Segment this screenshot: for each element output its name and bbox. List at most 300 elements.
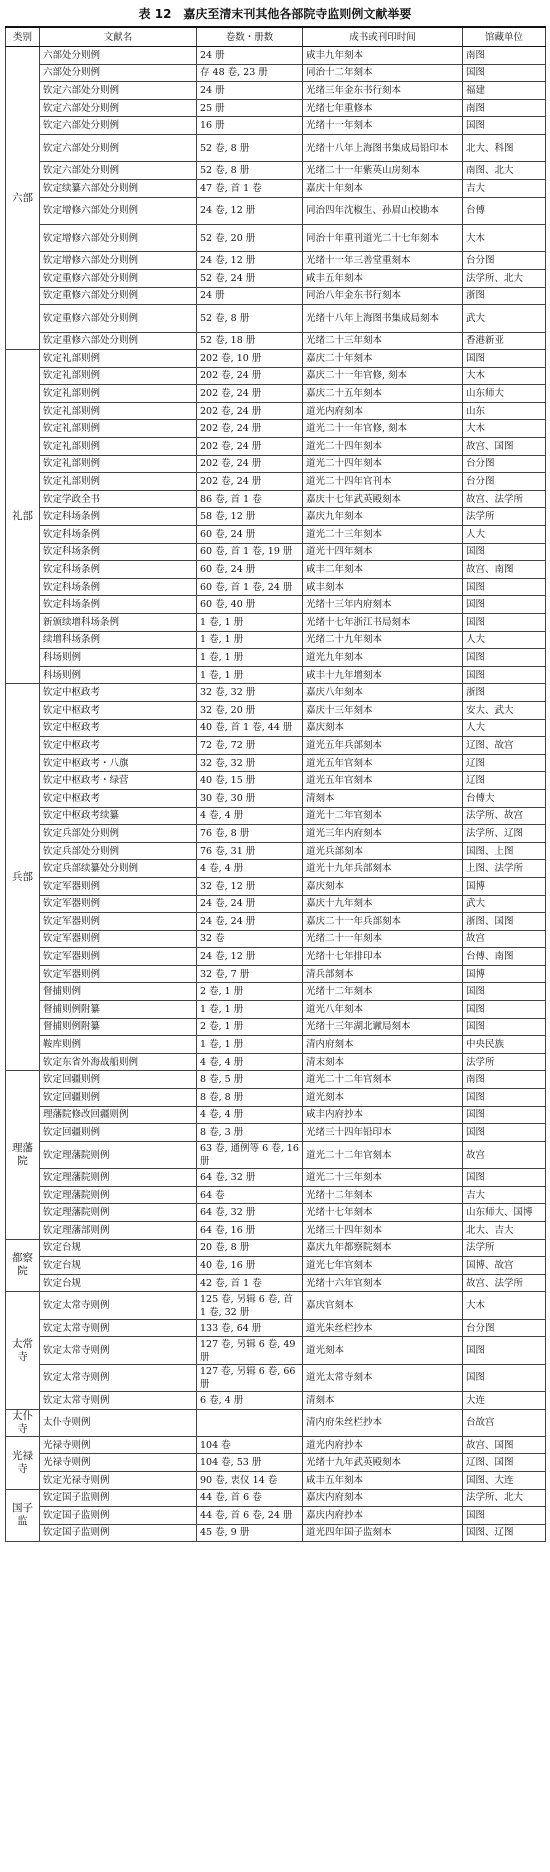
cell-volumes: 104 卷 bbox=[197, 1436, 303, 1454]
cell-library: 辽图 bbox=[463, 772, 546, 790]
cell-volumes: 32 卷, 32 册 bbox=[197, 684, 303, 702]
table-row bbox=[6, 350, 546, 368]
cell-volumes: 24 卷, 12 册 bbox=[197, 948, 303, 966]
table-row bbox=[6, 1454, 546, 1472]
table-row bbox=[6, 965, 546, 983]
cell-library: 台分图 bbox=[463, 1319, 546, 1337]
cell-volumes: 60 卷, 首 1 卷, 24 册 bbox=[197, 578, 303, 596]
table-row bbox=[6, 420, 546, 438]
cell-library: 大连 bbox=[463, 1392, 546, 1410]
cell-title: 钦定理藩院则例 bbox=[40, 1141, 197, 1168]
cell-volumes: 25 册 bbox=[197, 99, 303, 117]
table-row bbox=[6, 1319, 546, 1337]
table-row bbox=[6, 684, 546, 702]
cell-volumes: 64 卷, 32 册 bbox=[197, 1169, 303, 1187]
table-row bbox=[6, 526, 546, 544]
cell-volumes: 32 卷, 7 册 bbox=[197, 965, 303, 983]
cell-title: 钦定科场条例 bbox=[40, 543, 197, 561]
table-row bbox=[6, 82, 546, 100]
cell-library: 台分图 bbox=[463, 473, 546, 491]
table-row bbox=[6, 666, 546, 684]
cell-edition: 道光二十三年刻本 bbox=[303, 1169, 463, 1187]
cell-edition: 道光二十二年官刻本 bbox=[303, 1071, 463, 1089]
cell-volumes: 44 卷, 首 6 卷 bbox=[197, 1489, 303, 1507]
table-row bbox=[6, 1392, 546, 1410]
cell-title: 钦定科场条例 bbox=[40, 526, 197, 544]
cell-title: 钦定军器则例 bbox=[40, 930, 197, 948]
cell-edition: 嘉庆内府抄本 bbox=[303, 1507, 463, 1525]
cell-library: 大木 bbox=[463, 1292, 546, 1319]
table-row bbox=[6, 490, 546, 508]
cell-title: 督捕则例附纂 bbox=[40, 1001, 197, 1019]
cell-edition: 道光二十二年官刻本 bbox=[303, 1141, 463, 1168]
cell-title: 钦定中枢政考 bbox=[40, 789, 197, 807]
cell-title: 钦定科场条例 bbox=[40, 508, 197, 526]
cell-library: 台傅、南图 bbox=[463, 948, 546, 966]
cell-library: 浙图 bbox=[463, 287, 546, 305]
cell-title: 钦定国子监则例 bbox=[40, 1524, 197, 1542]
cell-edition: 光绪十七年浙江书局刻本 bbox=[303, 614, 463, 632]
table-row bbox=[6, 807, 546, 825]
cell-edition: 道光五年兵部刻本 bbox=[303, 737, 463, 755]
cell-library: 国图 bbox=[463, 1106, 546, 1124]
cell-title: 钦定台规 bbox=[40, 1274, 197, 1292]
header-category: 类别 bbox=[6, 27, 40, 47]
cell-edition: 道光内府抄本 bbox=[303, 1436, 463, 1454]
table-row bbox=[6, 1257, 546, 1275]
cell-volumes: 42 卷, 首 1 卷 bbox=[197, 1274, 303, 1292]
cell-library: 国图 bbox=[463, 596, 546, 614]
cell-volumes: 32 卷, 12 册 bbox=[197, 877, 303, 895]
cell-title: 钦定礼部则例 bbox=[40, 367, 197, 385]
cell-library: 山东师大、国博 bbox=[463, 1204, 546, 1222]
cell-volumes: 32 卷 bbox=[197, 930, 303, 948]
header-library: 馆藏单位 bbox=[463, 27, 546, 47]
table-row bbox=[6, 269, 546, 287]
table-row bbox=[6, 860, 546, 878]
cell-edition: 光绪七年重修本 bbox=[303, 99, 463, 117]
cell-volumes: 存 48 卷, 23 册 bbox=[197, 64, 303, 82]
cell-library: 国图 bbox=[463, 649, 546, 667]
cell-title: 钦定中枢政考 bbox=[40, 737, 197, 755]
table-row bbox=[6, 1364, 546, 1391]
cell-title: 钦定台规 bbox=[40, 1239, 197, 1257]
cell-edition: 道光二十三年刻本 bbox=[303, 526, 463, 544]
cell-volumes: 60 卷, 24 册 bbox=[197, 561, 303, 579]
cell-title: 光禄寺则例 bbox=[40, 1436, 197, 1454]
header-volumes: 卷数・册数 bbox=[197, 27, 303, 47]
cell-volumes: 40 卷, 首 1 卷, 44 册 bbox=[197, 719, 303, 737]
cell-volumes: 1 卷, 1 册 bbox=[197, 1036, 303, 1054]
cell-volumes: 4 卷, 4 册 bbox=[197, 860, 303, 878]
cell-title: 钦定太常寺则例 bbox=[40, 1364, 197, 1391]
cell-edition: 同治八年金东书行刻本 bbox=[303, 287, 463, 305]
cell-library: 国博 bbox=[463, 965, 546, 983]
cell-library: 国图 bbox=[463, 1018, 546, 1036]
cell-volumes bbox=[197, 1409, 303, 1436]
cell-title: 太仆寺则例 bbox=[40, 1409, 197, 1436]
cell-volumes: 24 卷, 24 册 bbox=[197, 895, 303, 913]
cell-volumes: 58 卷, 12 册 bbox=[197, 508, 303, 526]
cell-volumes: 202 卷, 24 册 bbox=[197, 473, 303, 491]
cell-volumes: 24 册 bbox=[197, 287, 303, 305]
cell-library: 国图 bbox=[463, 543, 546, 561]
table-row bbox=[6, 561, 546, 579]
cell-title: 钦定六部处分则例 bbox=[40, 99, 197, 117]
cell-title: 督捕则例 bbox=[40, 983, 197, 1001]
cell-library: 南图 bbox=[463, 1071, 546, 1089]
cell-library: 国图 bbox=[463, 1507, 546, 1525]
cell-library: 台分图 bbox=[463, 252, 546, 270]
table-row bbox=[6, 1141, 546, 1168]
cell-volumes: 86 卷, 首 1 卷 bbox=[197, 490, 303, 508]
cell-title: 钦定回疆则例 bbox=[40, 1124, 197, 1142]
cell-edition: 道光二十四年刻本 bbox=[303, 455, 463, 473]
cell-title: 新颁续增科场条例 bbox=[40, 614, 197, 632]
cell-title: 钦定理藩院则例 bbox=[40, 1186, 197, 1204]
cell-edition: 道光兵部刻本 bbox=[303, 842, 463, 860]
table-row bbox=[6, 1036, 546, 1054]
cell-edition: 光绪三年金东书行刻本 bbox=[303, 82, 463, 100]
cell-library: 武大 bbox=[463, 305, 546, 332]
cell-volumes: 24 卷, 24 册 bbox=[197, 913, 303, 931]
cell-edition: 嘉庆内府刻本 bbox=[303, 1489, 463, 1507]
cell-edition: 光绪十八年上海图书集成局刻本 bbox=[303, 305, 463, 332]
cell-edition: 嘉庆八年刻本 bbox=[303, 684, 463, 702]
cell-volumes: 1 卷, 1 册 bbox=[197, 666, 303, 684]
cell-volumes: 90 卷, 衷仪 14 卷 bbox=[197, 1471, 303, 1489]
cell-edition: 清刻本 bbox=[303, 789, 463, 807]
cell-volumes: 1 卷, 1 册 bbox=[197, 1001, 303, 1019]
cell-volumes: 6 卷, 4 册 bbox=[197, 1392, 303, 1410]
cell-title: 钦定礼部则例 bbox=[40, 385, 197, 403]
cell-library: 安大、武大 bbox=[463, 701, 546, 719]
cell-edition: 嘉庆二十年刻本 bbox=[303, 350, 463, 368]
cell-library: 法学所、北大 bbox=[463, 269, 546, 287]
category-cell: 理藩院 bbox=[6, 1071, 40, 1239]
table-row bbox=[6, 1124, 546, 1142]
cell-volumes: 64 卷, 16 册 bbox=[197, 1221, 303, 1239]
table-row bbox=[6, 842, 546, 860]
cell-volumes: 52 卷, 18 册 bbox=[197, 332, 303, 350]
table-row bbox=[6, 737, 546, 755]
cell-library: 上图、法学所 bbox=[463, 860, 546, 878]
table-row bbox=[6, 305, 546, 332]
cell-library: 故宫、国图 bbox=[463, 1436, 546, 1454]
cell-edition: 光绪十一年刻本 bbox=[303, 117, 463, 135]
cell-volumes: 1 卷, 1 册 bbox=[197, 631, 303, 649]
cell-volumes: 133 卷, 64 册 bbox=[197, 1319, 303, 1337]
cell-library: 国图、辽图 bbox=[463, 1524, 546, 1542]
cell-edition: 嘉庆二十一年兵部刻本 bbox=[303, 913, 463, 931]
cell-library: 国图、大连 bbox=[463, 1471, 546, 1489]
cell-title: 钦定太常寺则例 bbox=[40, 1392, 197, 1410]
cell-library: 大木 bbox=[463, 224, 546, 251]
cell-title: 鞍库则例 bbox=[40, 1036, 197, 1054]
cell-library: 台傅 bbox=[463, 197, 546, 224]
cell-title: 钦定礼部则例 bbox=[40, 438, 197, 456]
cell-volumes: 24 卷, 12 册 bbox=[197, 197, 303, 224]
category-cell: 太常寺 bbox=[6, 1292, 40, 1409]
cell-title: 六部处分则例 bbox=[40, 47, 197, 65]
cell-volumes: 72 卷, 72 册 bbox=[197, 737, 303, 755]
cell-edition: 嘉庆十年刻本 bbox=[303, 179, 463, 197]
cell-title: 光禄寺则例 bbox=[40, 1454, 197, 1472]
cell-title: 钦定科场条例 bbox=[40, 596, 197, 614]
cell-library: 法学所 bbox=[463, 1053, 546, 1071]
table-row bbox=[6, 1186, 546, 1204]
table-row bbox=[6, 701, 546, 719]
cell-volumes: 24 册 bbox=[197, 82, 303, 100]
cell-volumes: 4 卷, 4 册 bbox=[197, 807, 303, 825]
table-row bbox=[6, 1001, 546, 1019]
table-row bbox=[6, 1071, 546, 1089]
category-cell: 太仆寺 bbox=[6, 1409, 40, 1436]
table-row bbox=[6, 117, 546, 135]
cell-title: 钦定续纂六部处分则例 bbox=[40, 179, 197, 197]
cell-edition: 嘉庆二十一年官修, 刻本 bbox=[303, 367, 463, 385]
cell-title: 钦定中枢政考 bbox=[40, 701, 197, 719]
header-edition: 成书或刊印时间 bbox=[303, 27, 463, 47]
table-row bbox=[6, 1337, 546, 1364]
cell-library: 北大、科图 bbox=[463, 134, 546, 161]
cell-library: 法学所、辽图 bbox=[463, 825, 546, 843]
cell-volumes: 40 卷, 15 册 bbox=[197, 772, 303, 790]
cell-library: 国图 bbox=[463, 1364, 546, 1391]
cell-volumes: 4 卷, 4 册 bbox=[197, 1053, 303, 1071]
cell-title: 钦定军器则例 bbox=[40, 895, 197, 913]
table-row bbox=[6, 455, 546, 473]
cell-edition: 光绪十二年刻本 bbox=[303, 1186, 463, 1204]
cell-title: 钦定增修六部处分则例 bbox=[40, 224, 197, 251]
cell-edition: 道光十二年官刻本 bbox=[303, 807, 463, 825]
cell-library: 法学所 bbox=[463, 508, 546, 526]
cell-library: 人大 bbox=[463, 526, 546, 544]
cell-title: 钦定光禄寺则例 bbox=[40, 1471, 197, 1489]
table-row bbox=[6, 895, 546, 913]
cell-library: 故宫、法学所 bbox=[463, 490, 546, 508]
cell-volumes: 2 卷, 1 册 bbox=[197, 983, 303, 1001]
cell-volumes: 32 卷, 32 册 bbox=[197, 754, 303, 772]
cell-library: 北大、吉大 bbox=[463, 1221, 546, 1239]
cell-title: 六部处分则例 bbox=[40, 64, 197, 82]
cell-edition: 道光内府刻本 bbox=[303, 402, 463, 420]
cell-edition: 嘉庆刻本 bbox=[303, 877, 463, 895]
table-row bbox=[6, 252, 546, 270]
cell-title: 钦定礼部则例 bbox=[40, 473, 197, 491]
cell-title: 钦定重修六部处分则例 bbox=[40, 269, 197, 287]
cell-title: 钦定礼部则例 bbox=[40, 350, 197, 368]
cell-edition: 道光八年刻本 bbox=[303, 1001, 463, 1019]
cell-library: 台分图 bbox=[463, 455, 546, 473]
table-row bbox=[6, 1018, 546, 1036]
cell-title: 钦定兵部处分则例 bbox=[40, 842, 197, 860]
cell-title: 钦定中枢政考续纂 bbox=[40, 807, 197, 825]
cell-title: 钦定回疆则例 bbox=[40, 1089, 197, 1107]
cell-library: 人大 bbox=[463, 719, 546, 737]
cell-volumes: 64 卷, 32 册 bbox=[197, 1204, 303, 1222]
cell-library: 国图 bbox=[463, 350, 546, 368]
cell-title: 钦定军器则例 bbox=[40, 913, 197, 931]
table-row bbox=[6, 1436, 546, 1454]
cell-volumes: 202 卷, 24 册 bbox=[197, 385, 303, 403]
category-cell: 光禄寺 bbox=[6, 1436, 40, 1489]
cell-title: 钦定理藩院则例 bbox=[40, 1169, 197, 1187]
cell-edition: 道光十四年刻本 bbox=[303, 543, 463, 561]
category-cell: 兵部 bbox=[6, 684, 40, 1071]
table-row bbox=[6, 402, 546, 420]
cell-edition: 嘉庆二十五年刻本 bbox=[303, 385, 463, 403]
cell-title: 钦定回疆则例 bbox=[40, 1071, 197, 1089]
cell-edition: 同治十年重刊道光二十七年刻本 bbox=[303, 224, 463, 251]
cell-library: 大木 bbox=[463, 367, 546, 385]
header-row bbox=[6, 27, 546, 47]
cell-edition: 道光七年官刻本 bbox=[303, 1257, 463, 1275]
cell-volumes: 60 卷, 40 册 bbox=[197, 596, 303, 614]
cell-title: 钦定国子监则例 bbox=[40, 1489, 197, 1507]
cell-edition: 道光四年国子监刻本 bbox=[303, 1524, 463, 1542]
cell-edition: 道光刻本 bbox=[303, 1089, 463, 1107]
table-row bbox=[6, 64, 546, 82]
cell-library: 国图 bbox=[463, 1124, 546, 1142]
cell-library: 南图、北大 bbox=[463, 162, 546, 180]
cell-title: 钦定理藩院则例 bbox=[40, 1204, 197, 1222]
table-row bbox=[6, 438, 546, 456]
cell-library: 吉大 bbox=[463, 179, 546, 197]
cell-library: 国图 bbox=[463, 983, 546, 1001]
cell-edition: 咸丰五年刻本 bbox=[303, 1471, 463, 1489]
cell-title: 钦定科场条例 bbox=[40, 561, 197, 579]
cell-edition: 道光太常寺刻本 bbox=[303, 1364, 463, 1391]
cell-title: 钦定中枢政考 bbox=[40, 719, 197, 737]
category-cell: 礼部 bbox=[6, 350, 40, 684]
table-row bbox=[6, 1524, 546, 1542]
table-row bbox=[6, 1106, 546, 1124]
table-row bbox=[6, 1053, 546, 1071]
table-row bbox=[6, 367, 546, 385]
cell-library: 吉大 bbox=[463, 1186, 546, 1204]
cell-library: 福建 bbox=[463, 82, 546, 100]
table-row bbox=[6, 825, 546, 843]
table-row bbox=[6, 631, 546, 649]
cell-title: 钦定六部处分则例 bbox=[40, 82, 197, 100]
cell-title: 钦定军器则例 bbox=[40, 965, 197, 983]
cell-library: 台傅大 bbox=[463, 789, 546, 807]
cell-volumes: 8 卷, 5 册 bbox=[197, 1071, 303, 1089]
cell-volumes: 60 卷, 首 1 卷, 19 册 bbox=[197, 543, 303, 561]
cell-edition: 清内府朱丝栏抄本 bbox=[303, 1409, 463, 1436]
cell-edition: 道光五年官刻本 bbox=[303, 772, 463, 790]
cell-volumes: 2 卷, 1 册 bbox=[197, 1018, 303, 1036]
table-row bbox=[6, 1471, 546, 1489]
cell-volumes: 24 册 bbox=[197, 47, 303, 65]
cell-volumes: 60 卷, 24 册 bbox=[197, 526, 303, 544]
cell-edition: 清末刻本 bbox=[303, 1053, 463, 1071]
cell-edition: 道光朱丝栏抄本 bbox=[303, 1319, 463, 1337]
table-row bbox=[6, 543, 546, 561]
table-row bbox=[6, 578, 546, 596]
cell-library: 国图 bbox=[463, 578, 546, 596]
table-row bbox=[6, 1292, 546, 1319]
cell-title: 理藩院修改回疆则例 bbox=[40, 1106, 197, 1124]
cell-title: 钦定中枢政考・八旗 bbox=[40, 754, 197, 772]
cell-edition: 光绪十一年三善堂重刻本 bbox=[303, 252, 463, 270]
cell-title: 钦定中枢政考・绿营 bbox=[40, 772, 197, 790]
cell-library: 故宫 bbox=[463, 930, 546, 948]
cell-edition: 嘉庆十九年刻本 bbox=[303, 895, 463, 913]
table-row bbox=[6, 1409, 546, 1436]
cell-library: 台故宫 bbox=[463, 1409, 546, 1436]
cell-library: 国图 bbox=[463, 64, 546, 82]
category-cell: 都察院 bbox=[6, 1239, 40, 1292]
cell-edition: 清刻本 bbox=[303, 1392, 463, 1410]
cell-volumes: 202 卷, 24 册 bbox=[197, 438, 303, 456]
cell-volumes: 32 卷, 20 册 bbox=[197, 701, 303, 719]
cell-edition: 光绪三十四年铅印本 bbox=[303, 1124, 463, 1142]
cell-edition: 嘉庆刻本 bbox=[303, 719, 463, 737]
table-row bbox=[6, 772, 546, 790]
table-row bbox=[6, 948, 546, 966]
table-row bbox=[6, 1221, 546, 1239]
cell-volumes: 4 卷, 4 册 bbox=[197, 1106, 303, 1124]
cell-volumes: 52 卷, 8 册 bbox=[197, 305, 303, 332]
cell-title: 钦定太常寺则例 bbox=[40, 1337, 197, 1364]
cell-edition: 咸丰二年刻本 bbox=[303, 561, 463, 579]
cell-library: 故宫、法学所 bbox=[463, 1274, 546, 1292]
cell-edition: 同治十二年刻本 bbox=[303, 64, 463, 82]
cell-library: 故宫、南图 bbox=[463, 561, 546, 579]
cell-edition: 咸丰九年刻本 bbox=[303, 47, 463, 65]
cell-edition: 道光刻本 bbox=[303, 1337, 463, 1364]
cell-title: 钦定六部处分则例 bbox=[40, 117, 197, 135]
cell-title: 科场则例 bbox=[40, 666, 197, 684]
table-row bbox=[6, 508, 546, 526]
cell-volumes: 104 卷, 53 册 bbox=[197, 1454, 303, 1472]
table-row bbox=[6, 913, 546, 931]
cell-title: 钦定礼部则例 bbox=[40, 420, 197, 438]
table-row bbox=[6, 1089, 546, 1107]
table-caption: 表 12 嘉庆至清末刊其他各部院寺监则例文献举要 bbox=[138, 7, 412, 21]
table-row bbox=[6, 596, 546, 614]
cell-edition: 光绪二十一年刻本 bbox=[303, 930, 463, 948]
cell-volumes: 202 卷, 10 册 bbox=[197, 350, 303, 368]
table-row bbox=[6, 287, 546, 305]
records-table bbox=[5, 26, 546, 1542]
table-row bbox=[6, 789, 546, 807]
cell-library: 南图 bbox=[463, 99, 546, 117]
cell-title: 钦定兵部续纂处分则例 bbox=[40, 860, 197, 878]
table-row bbox=[6, 162, 546, 180]
cell-volumes: 64 卷 bbox=[197, 1186, 303, 1204]
cell-title: 钦定太常寺则例 bbox=[40, 1292, 197, 1319]
cell-library: 国图、上图 bbox=[463, 842, 546, 860]
cell-library: 国图 bbox=[463, 614, 546, 632]
cell-edition: 道光二十四年刻本 bbox=[303, 438, 463, 456]
cell-edition: 道光二十四年官刊本 bbox=[303, 473, 463, 491]
cell-edition: 光绪二十九年刻本 bbox=[303, 631, 463, 649]
cell-edition: 嘉庆官刻本 bbox=[303, 1292, 463, 1319]
cell-edition: 清兵部刻本 bbox=[303, 965, 463, 983]
cell-edition: 光绪十七年排印本 bbox=[303, 948, 463, 966]
cell-edition: 光绪二十一年紫英山房刻本 bbox=[303, 162, 463, 180]
cell-edition: 嘉庆十三年刻本 bbox=[303, 701, 463, 719]
table-row bbox=[6, 1169, 546, 1187]
cell-edition: 道光五年官刻本 bbox=[303, 754, 463, 772]
cell-edition: 嘉庆九年刻本 bbox=[303, 508, 463, 526]
cell-title: 钦定六部处分则例 bbox=[40, 162, 197, 180]
cell-volumes: 20 卷, 8 册 bbox=[197, 1239, 303, 1257]
cell-title: 钦定重修六部处分则例 bbox=[40, 332, 197, 350]
